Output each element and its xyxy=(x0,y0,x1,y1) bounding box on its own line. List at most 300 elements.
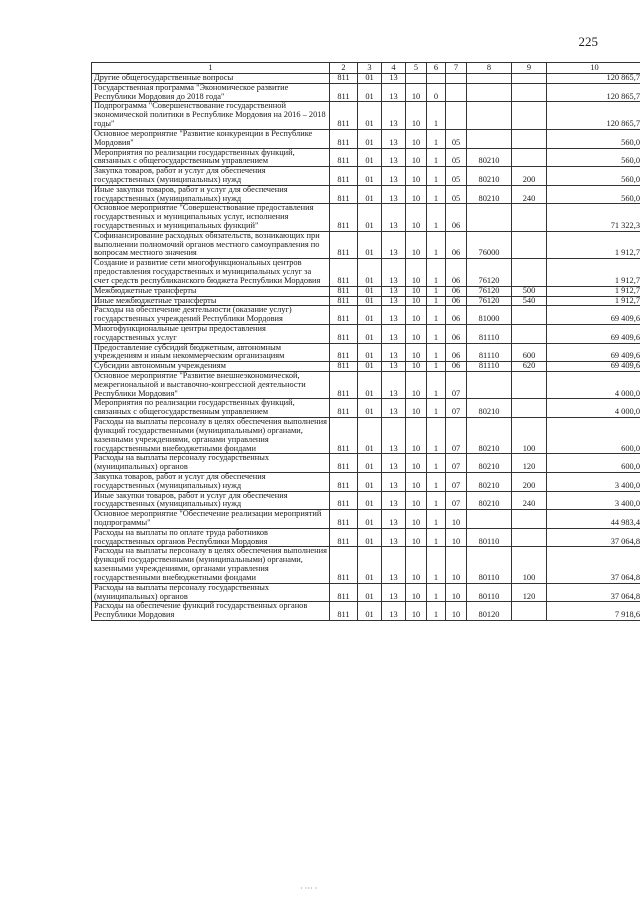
col-subsection: 13 xyxy=(382,129,406,148)
col-program: 10 xyxy=(406,547,427,583)
col-ministry: 811 xyxy=(330,324,358,343)
col-expense-type xyxy=(512,204,547,231)
col-event: 06 xyxy=(446,259,467,286)
col-expense-type xyxy=(512,231,547,258)
column-header: 6 xyxy=(427,63,446,74)
col-subsection: 13 xyxy=(382,372,406,399)
col-expense-type xyxy=(512,324,547,343)
row-name: Закупка товаров, работ и услуг для обеспечения государственных (муниципальных) нужд xyxy=(92,167,330,186)
col-program: 10 xyxy=(406,528,427,547)
col-subprogram: 1 xyxy=(427,399,446,418)
column-header: 4 xyxy=(382,63,406,74)
col-program xyxy=(406,74,427,84)
column-header: 1 xyxy=(92,63,330,74)
col-amount: 37 064,8 xyxy=(547,583,640,602)
col-section: 01 xyxy=(358,129,382,148)
col-amount: 1 912,7 xyxy=(547,259,640,286)
col-amount: 69 409,6 xyxy=(547,324,640,343)
col-program: 10 xyxy=(406,602,427,621)
col-ministry: 811 xyxy=(330,259,358,286)
col-subsection: 13 xyxy=(382,167,406,186)
col-subsection: 13 xyxy=(382,362,406,372)
col-subprogram: 1 xyxy=(427,343,446,362)
col-amount: 69 409,6 xyxy=(547,306,640,325)
table-row xyxy=(92,231,640,258)
col-program: 10 xyxy=(406,296,427,306)
col-event: 07 xyxy=(446,399,467,418)
col-direction xyxy=(467,83,512,102)
col-direction: 80210 xyxy=(467,491,512,510)
col-subsection: 13 xyxy=(382,418,406,454)
row-name: Основное мероприятие "Совершенствование предоставления государственных и муниципальных услуг, исполнения государственных и муниципальных функций" xyxy=(92,204,330,231)
table-row xyxy=(92,286,640,296)
col-section: 01 xyxy=(358,583,382,602)
col-direction: 81110 xyxy=(467,324,512,343)
col-direction xyxy=(467,510,512,529)
col-event xyxy=(446,83,467,102)
col-subsection: 13 xyxy=(382,472,406,491)
table-row xyxy=(92,74,640,84)
col-amount: 560,0 xyxy=(547,148,640,167)
col-subsection: 13 xyxy=(382,583,406,602)
col-amount: 3 400,0 xyxy=(547,491,640,510)
col-ministry: 811 xyxy=(330,602,358,621)
col-section: 01 xyxy=(358,362,382,372)
col-expense-type: 500 xyxy=(512,286,547,296)
row-name: Иные межбюджетные трансферты xyxy=(92,296,330,306)
col-expense-type: 240 xyxy=(512,185,547,204)
col-expense-type: 100 xyxy=(512,547,547,583)
col-event xyxy=(446,102,467,129)
col-amount: 560,0 xyxy=(547,129,640,148)
row-name: Основное мероприятие "Обеспечение реализации мероприятий подпрограммы" xyxy=(92,510,330,529)
col-direction: 80110 xyxy=(467,583,512,602)
col-ministry: 811 xyxy=(330,148,358,167)
col-amount: 1 912,7 xyxy=(547,231,640,258)
col-ministry: 811 xyxy=(330,547,358,583)
col-program: 10 xyxy=(406,185,427,204)
col-program: 10 xyxy=(406,472,427,491)
row-name: Субсидии автономным учреждениям xyxy=(92,362,330,372)
col-section: 01 xyxy=(358,491,382,510)
col-section: 01 xyxy=(358,102,382,129)
table-row xyxy=(92,148,640,167)
col-direction: 80210 xyxy=(467,185,512,204)
column-header: 7 xyxy=(446,63,467,74)
row-name: Создание и развитие сети многофункциональных центров предоставления государственных и муниципальных услуг за счет средств республиканского бюджета Республики Мордовия xyxy=(92,259,330,286)
table-row xyxy=(92,324,640,343)
col-event: 06 xyxy=(446,204,467,231)
col-subprogram: 1 xyxy=(427,286,446,296)
col-direction: 76120 xyxy=(467,286,512,296)
table-row xyxy=(92,399,640,418)
col-expense-type xyxy=(512,129,547,148)
col-subprogram: 1 xyxy=(427,510,446,529)
col-ministry: 811 xyxy=(330,454,358,473)
table-row xyxy=(92,418,640,454)
col-amount: 600,0 xyxy=(547,454,640,473)
col-ministry: 811 xyxy=(330,185,358,204)
col-amount: 1 912,7 xyxy=(547,286,640,296)
col-ministry: 811 xyxy=(330,306,358,325)
col-event: 10 xyxy=(446,528,467,547)
col-ministry: 811 xyxy=(330,491,358,510)
col-event: 07 xyxy=(446,372,467,399)
col-direction: 80110 xyxy=(467,528,512,547)
col-section: 01 xyxy=(358,602,382,621)
col-section: 01 xyxy=(358,454,382,473)
col-subprogram: 1 xyxy=(427,324,446,343)
col-section: 01 xyxy=(358,259,382,286)
table-row xyxy=(92,204,640,231)
table-body xyxy=(92,74,640,621)
col-expense-type xyxy=(512,510,547,529)
table-row xyxy=(92,547,640,583)
col-direction xyxy=(467,372,512,399)
col-event: 10 xyxy=(446,583,467,602)
col-ministry: 811 xyxy=(330,102,358,129)
col-subsection: 13 xyxy=(382,491,406,510)
col-section: 01 xyxy=(358,306,382,325)
row-name: Расходы на выплаты персоналу государственных (муниципальных) органов xyxy=(92,454,330,473)
col-subprogram: 1 xyxy=(427,362,446,372)
row-name: Другие общегосударственные вопросы xyxy=(92,74,330,84)
col-program: 10 xyxy=(406,372,427,399)
col-expense-type: 100 xyxy=(512,418,547,454)
table-row xyxy=(92,129,640,148)
col-event: 06 xyxy=(446,286,467,296)
col-event: 07 xyxy=(446,454,467,473)
col-subsection: 13 xyxy=(382,510,406,529)
col-event: 05 xyxy=(446,148,467,167)
row-name: Расходы на выплаты персоналу в целях обеспечения выполнения функций государственными (муниципальными) органами, казенными учреждениями, органами управления государственными внебюджетными фондами xyxy=(92,547,330,583)
col-subsection: 13 xyxy=(382,231,406,258)
col-subprogram: 0 xyxy=(427,83,446,102)
col-program: 10 xyxy=(406,231,427,258)
row-name: Иные закупки товаров, работ и услуг для обеспечения государственных (муниципальных) нужд xyxy=(92,185,330,204)
col-event: 06 xyxy=(446,324,467,343)
col-subprogram: 1 xyxy=(427,167,446,186)
row-name: Закупка товаров, работ и услуг для обеспечения государственных (муниципальных) нужд xyxy=(92,472,330,491)
col-section: 01 xyxy=(358,372,382,399)
budget-table xyxy=(91,62,640,621)
col-subsection: 13 xyxy=(382,148,406,167)
col-subprogram: 1 xyxy=(427,129,446,148)
col-direction: 76120 xyxy=(467,259,512,286)
col-subsection: 13 xyxy=(382,547,406,583)
col-program: 10 xyxy=(406,399,427,418)
column-header: 5 xyxy=(406,63,427,74)
col-section: 01 xyxy=(358,343,382,362)
col-ministry: 811 xyxy=(330,204,358,231)
col-subprogram xyxy=(427,74,446,84)
col-event: 05 xyxy=(446,185,467,204)
col-subprogram: 1 xyxy=(427,372,446,399)
col-subprogram: 1 xyxy=(427,602,446,621)
col-expense-type xyxy=(512,372,547,399)
col-expense-type xyxy=(512,83,547,102)
col-section: 01 xyxy=(358,83,382,102)
col-ministry: 811 xyxy=(330,372,358,399)
col-subprogram: 1 xyxy=(427,418,446,454)
col-direction: 80210 xyxy=(467,167,512,186)
col-ministry: 811 xyxy=(330,167,358,186)
col-amount: 37 064,8 xyxy=(547,528,640,547)
col-subprogram: 1 xyxy=(427,185,446,204)
col-ministry: 811 xyxy=(330,231,358,258)
col-expense-type xyxy=(512,528,547,547)
col-expense-type: 240 xyxy=(512,491,547,510)
column-header: 8 xyxy=(467,63,512,74)
col-subprogram: 1 xyxy=(427,547,446,583)
col-amount: 120 865,7 xyxy=(547,83,640,102)
row-name: Расходы на выплаты персоналу в целях обеспечения выполнения функций государственными (муниципальными) органами, казенными учреждениями, органами управления государственными внебюджетными фондами xyxy=(92,418,330,454)
col-direction xyxy=(467,204,512,231)
col-subprogram: 1 xyxy=(427,306,446,325)
col-section: 01 xyxy=(358,167,382,186)
table-row xyxy=(92,528,640,547)
col-section: 01 xyxy=(358,231,382,258)
row-name: Мероприятия по реализации государственных функций, связанных с общегосударственным управлением xyxy=(92,148,330,167)
col-subsection: 13 xyxy=(382,286,406,296)
col-subprogram: 1 xyxy=(427,296,446,306)
col-program: 10 xyxy=(406,259,427,286)
col-amount: 69 409,6 xyxy=(547,343,640,362)
col-expense-type: 120 xyxy=(512,454,547,473)
table-row xyxy=(92,583,640,602)
col-subprogram: 1 xyxy=(427,204,446,231)
col-direction: 80120 xyxy=(467,602,512,621)
col-amount: 44 983,4 xyxy=(547,510,640,529)
col-program: 10 xyxy=(406,204,427,231)
col-subsection: 13 xyxy=(382,74,406,84)
col-direction: 81110 xyxy=(467,362,512,372)
col-program: 10 xyxy=(406,83,427,102)
column-header: 2 xyxy=(330,63,358,74)
row-name: Предоставление субсидий бюджетным, автономным учреждениям и иным некоммерческим организациям xyxy=(92,343,330,362)
table-header-row xyxy=(92,63,640,74)
col-program: 10 xyxy=(406,167,427,186)
row-name: Расходы на выплаты по оплате труда работников государственных органов Республики Мордовия xyxy=(92,528,330,547)
col-amount: 4 000,0 xyxy=(547,372,640,399)
col-event xyxy=(446,74,467,84)
col-event: 06 xyxy=(446,231,467,258)
col-ministry: 811 xyxy=(330,472,358,491)
col-amount: 3 400,0 xyxy=(547,472,640,491)
col-direction: 80210 xyxy=(467,399,512,418)
col-amount: 1 912,7 xyxy=(547,296,640,306)
col-subsection: 13 xyxy=(382,83,406,102)
row-name: Государственная программа "Экономическое развитие Республики Мордовия до 2018 года" xyxy=(92,83,330,102)
scan-mark: · ··· · xyxy=(300,884,318,893)
col-program: 10 xyxy=(406,102,427,129)
row-name: Расходы на обеспечение функций государственных органов Республики Мордовия xyxy=(92,602,330,621)
column-header: 10 xyxy=(547,63,640,74)
col-expense-type: 540 xyxy=(512,296,547,306)
col-amount: 71 322,3 xyxy=(547,204,640,231)
col-ministry: 811 xyxy=(330,343,358,362)
table-row xyxy=(92,510,640,529)
col-event: 07 xyxy=(446,491,467,510)
col-subprogram: 1 xyxy=(427,231,446,258)
col-ministry: 811 xyxy=(330,296,358,306)
col-direction: 80210 xyxy=(467,418,512,454)
table-row xyxy=(92,102,640,129)
col-section: 01 xyxy=(358,148,382,167)
col-direction xyxy=(467,74,512,84)
table-row xyxy=(92,491,640,510)
col-subsection: 13 xyxy=(382,306,406,325)
col-subprogram: 1 xyxy=(427,528,446,547)
col-subsection: 13 xyxy=(382,259,406,286)
col-ministry: 811 xyxy=(330,418,358,454)
col-amount: 69 409,6 xyxy=(547,362,640,372)
col-expense-type xyxy=(512,399,547,418)
col-subprogram: 1 xyxy=(427,491,446,510)
col-event: 06 xyxy=(446,296,467,306)
col-expense-type: 600 xyxy=(512,343,547,362)
col-direction: 81000 xyxy=(467,306,512,325)
col-program: 10 xyxy=(406,324,427,343)
col-subsection: 13 xyxy=(382,185,406,204)
col-ministry: 811 xyxy=(330,286,358,296)
col-subsection: 13 xyxy=(382,324,406,343)
col-section: 01 xyxy=(358,472,382,491)
table-row xyxy=(92,472,640,491)
col-subsection: 13 xyxy=(382,399,406,418)
col-direction: 80210 xyxy=(467,454,512,473)
col-expense-type: 120 xyxy=(512,583,547,602)
col-amount: 600,0 xyxy=(547,418,640,454)
col-section: 01 xyxy=(358,528,382,547)
col-amount: 560,0 xyxy=(547,185,640,204)
col-event: 07 xyxy=(446,472,467,491)
table-row xyxy=(92,185,640,204)
table-row xyxy=(92,454,640,473)
col-ministry: 811 xyxy=(330,510,358,529)
table-row xyxy=(92,167,640,186)
col-amount: 7 918,6 xyxy=(547,602,640,621)
col-section: 01 xyxy=(358,399,382,418)
col-subsection: 13 xyxy=(382,296,406,306)
col-expense-type: 620 xyxy=(512,362,547,372)
col-program: 10 xyxy=(406,129,427,148)
col-ministry: 811 xyxy=(330,399,358,418)
col-direction: 80110 xyxy=(467,547,512,583)
col-direction: 76120 xyxy=(467,296,512,306)
col-expense-type xyxy=(512,602,547,621)
row-name: Расходы на обеспечение деятельности (оказание услуг) государственных учреждений Республики Мордовия xyxy=(92,306,330,325)
col-ministry: 811 xyxy=(330,83,358,102)
col-program: 10 xyxy=(406,454,427,473)
table-row xyxy=(92,602,640,621)
col-ministry: 811 xyxy=(330,74,358,84)
table-row xyxy=(92,83,640,102)
col-event: 10 xyxy=(446,510,467,529)
col-program: 10 xyxy=(406,510,427,529)
col-subprogram: 1 xyxy=(427,472,446,491)
table-row xyxy=(92,343,640,362)
col-amount: 120 865,7 xyxy=(547,102,640,129)
row-name: Основное мероприятие "Развитие конкуренции в Республике Мордовия" xyxy=(92,129,330,148)
col-subprogram: 1 xyxy=(427,583,446,602)
col-expense-type xyxy=(512,102,547,129)
table-row xyxy=(92,259,640,286)
col-section: 01 xyxy=(358,510,382,529)
col-expense-type: 200 xyxy=(512,472,547,491)
col-amount: 37 064,8 xyxy=(547,547,640,583)
col-event: 10 xyxy=(446,547,467,583)
col-program: 10 xyxy=(406,362,427,372)
col-event: 07 xyxy=(446,418,467,454)
col-event: 06 xyxy=(446,343,467,362)
column-header: 9 xyxy=(512,63,547,74)
col-subsection: 13 xyxy=(382,343,406,362)
col-ministry: 811 xyxy=(330,528,358,547)
col-direction: 76000 xyxy=(467,231,512,258)
col-direction: 80210 xyxy=(467,148,512,167)
col-subprogram: 1 xyxy=(427,148,446,167)
row-name: Софинансирование расходных обязательств, возникающих при выполнении полномочий органов местного самоуправления по вопросам местного значения xyxy=(92,231,330,258)
col-amount: 560,0 xyxy=(547,167,640,186)
col-program: 10 xyxy=(406,343,427,362)
col-event: 05 xyxy=(446,167,467,186)
col-event: 10 xyxy=(446,602,467,621)
col-ministry: 811 xyxy=(330,583,358,602)
col-subsection: 13 xyxy=(382,454,406,473)
col-expense-type xyxy=(512,259,547,286)
row-name: Расходы на выплаты персоналу государственных (муниципальных) органов xyxy=(92,583,330,602)
col-program: 10 xyxy=(406,148,427,167)
col-section: 01 xyxy=(358,204,382,231)
col-program: 10 xyxy=(406,491,427,510)
col-expense-type xyxy=(512,306,547,325)
col-section: 01 xyxy=(358,185,382,204)
col-section: 01 xyxy=(358,324,382,343)
col-ministry: 811 xyxy=(330,129,358,148)
row-name: Иные закупки товаров, работ и услуг для обеспечения государственных (муниципальных) нужд xyxy=(92,491,330,510)
col-section: 01 xyxy=(358,296,382,306)
col-expense-type xyxy=(512,74,547,84)
col-amount: 120 865,7 xyxy=(547,74,640,84)
col-program: 10 xyxy=(406,583,427,602)
col-amount: 4 000,0 xyxy=(547,399,640,418)
col-subprogram: 1 xyxy=(427,102,446,129)
col-event: 06 xyxy=(446,306,467,325)
table-row xyxy=(92,372,640,399)
table-row xyxy=(92,306,640,325)
col-subsection: 13 xyxy=(382,528,406,547)
col-subsection: 13 xyxy=(382,602,406,621)
col-section: 01 xyxy=(358,74,382,84)
row-name: Основное мероприятие "Развитие внешнеэкономической, межрегиональной и выставочно-конгрессной деятельности Республики Мордовия" xyxy=(92,372,330,399)
row-name: Подпрограмма "Совершенствование государственной экономической политики в Республике Мордовия на 2016 – 2018 годы" xyxy=(92,102,330,129)
col-subprogram: 1 xyxy=(427,259,446,286)
col-program: 10 xyxy=(406,306,427,325)
col-section: 01 xyxy=(358,286,382,296)
row-name: Мероприятия по реализации государственных функций, связанных с общегосударственным управлением xyxy=(92,399,330,418)
col-event: 06 xyxy=(446,362,467,372)
col-direction: 81110 xyxy=(467,343,512,362)
col-ministry: 811 xyxy=(330,362,358,372)
col-section: 01 xyxy=(358,418,382,454)
col-subsection: 13 xyxy=(382,204,406,231)
col-direction xyxy=(467,102,512,129)
col-program: 10 xyxy=(406,418,427,454)
page-number: 225 xyxy=(578,34,598,49)
row-name: Многофункциональные центры предоставления государственных услуг xyxy=(92,324,330,343)
col-subsection: 13 xyxy=(382,102,406,129)
